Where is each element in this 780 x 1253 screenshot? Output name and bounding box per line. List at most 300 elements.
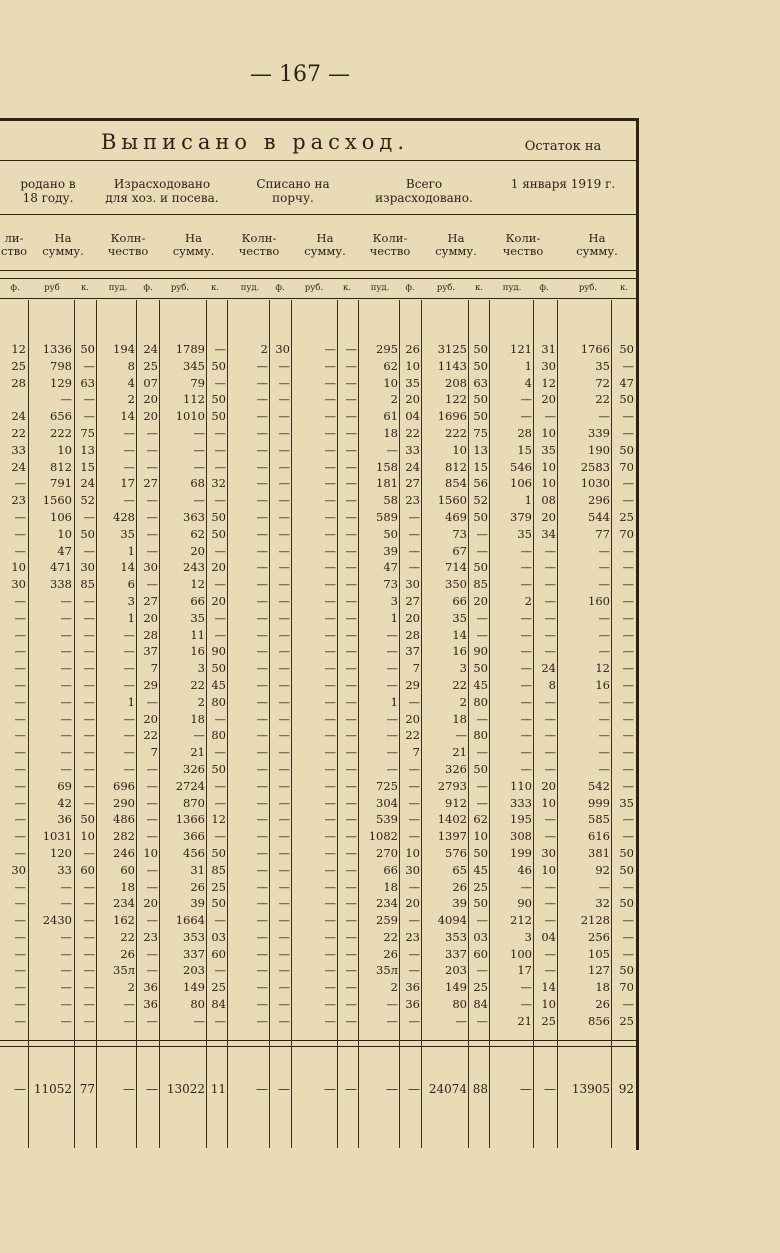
rule-under-units: [0, 298, 636, 299]
table-cell: 243: [183, 560, 205, 575]
table-cell: 45: [473, 677, 488, 692]
table-cell: 50: [80, 342, 95, 356]
table-cell: —: [83, 677, 95, 692]
table-cell: —: [622, 644, 634, 659]
table-cell: 14: [452, 627, 467, 642]
table-cell: —: [14, 812, 26, 827]
table-cell: 194: [113, 342, 135, 356]
table-cell: —: [520, 711, 532, 726]
table-cell: —: [324, 778, 336, 793]
table-cell: 158: [376, 459, 398, 474]
sum-head-remain: На сумму.: [576, 231, 618, 259]
table-cell: —: [544, 409, 556, 424]
table-cell: —: [256, 493, 268, 508]
table-cell: —: [60, 627, 72, 642]
table-cell: —: [214, 442, 226, 457]
table-cell: 16: [595, 677, 610, 692]
table-cell: —: [544, 761, 556, 776]
table-cell: —: [278, 375, 290, 390]
table-cell: 270: [376, 845, 398, 860]
table-cell: 1082: [368, 829, 398, 844]
table-cell: —: [146, 1013, 158, 1028]
table-cell: 10: [57, 526, 72, 541]
table-row: [0, 544, 636, 561]
table-cell: 67: [452, 543, 467, 558]
table-cell: —: [256, 829, 268, 844]
table-cell: —: [278, 711, 290, 726]
table-cell: —: [324, 913, 336, 928]
table-cell: —: [520, 745, 532, 760]
table-cell: 35: [517, 526, 532, 541]
table-row: [0, 678, 636, 695]
table-cell: 30: [143, 560, 158, 575]
table-cell: —: [14, 728, 26, 743]
table-cell: —: [278, 493, 290, 508]
table-row: [0, 846, 636, 863]
table-cell: 1336: [42, 342, 72, 356]
table-cell: 15: [517, 442, 532, 457]
qty-head-total: Коли- чество: [369, 231, 411, 259]
table-cell: 66: [190, 593, 205, 608]
table-cell: —: [83, 728, 95, 743]
table-cell: 50: [473, 342, 488, 356]
table-cell: 856: [588, 1013, 610, 1028]
table-row: [0, 476, 636, 493]
table-cell: 50: [473, 560, 488, 575]
table-cell: —: [256, 459, 268, 474]
table-cell: 84: [473, 997, 488, 1012]
table-cell: 246: [113, 845, 135, 860]
table-cell: —: [345, 929, 357, 944]
table-row: [0, 913, 636, 930]
total-cell: —: [256, 1082, 268, 1096]
table-cell: —: [345, 728, 357, 743]
table-cell: —: [598, 711, 610, 726]
table-cell: 7: [150, 745, 158, 760]
table-cell: 616: [588, 829, 610, 844]
table-cell: —: [278, 845, 290, 860]
table-cell: —: [324, 593, 336, 608]
table-cell: —: [622, 711, 634, 726]
table-cell: —: [83, 795, 95, 810]
table-cell: —: [324, 929, 336, 944]
table-cell: 52: [473, 493, 488, 508]
table-cell: —: [520, 409, 532, 424]
table-cell: —: [146, 761, 158, 776]
sum-head-spoiled: На сумму.: [304, 231, 346, 259]
table-cell: 20: [143, 610, 158, 625]
table-cell: —: [278, 929, 290, 944]
table-cell: 339: [588, 425, 610, 440]
table-cell: 112: [183, 392, 205, 407]
table-cell: —: [14, 929, 26, 944]
table-cell: 10: [541, 459, 556, 474]
total-cell: —: [408, 1082, 420, 1096]
table-cell: 1: [127, 610, 135, 625]
table-cell: 24: [80, 476, 95, 491]
table-cell: 68: [190, 476, 205, 491]
table-cell: 24: [541, 661, 556, 676]
table-cell: 2128: [580, 913, 610, 928]
table-cell: —: [256, 677, 268, 692]
totals-row: [0, 1082, 636, 1100]
table-cell: —: [83, 711, 95, 726]
table-cell: —: [324, 694, 336, 709]
table-cell: 03: [211, 929, 226, 944]
table-cell: —: [123, 442, 135, 457]
table-cell: —: [345, 560, 357, 575]
table-cell: —: [256, 845, 268, 860]
table-cell: —: [324, 375, 336, 390]
table-cell: —: [146, 577, 158, 592]
table-cell: 39: [190, 896, 205, 911]
table-cell: —: [386, 661, 398, 676]
table-cell: —: [345, 896, 357, 911]
table-cell: —: [476, 913, 488, 928]
table-cell: —: [83, 409, 95, 424]
section-used-line2: для хоз. и посева.: [105, 190, 219, 205]
table-cell: —: [520, 560, 532, 575]
table-cell: —: [345, 358, 357, 373]
table-cell: 121: [510, 342, 532, 356]
table-cell: 12: [190, 577, 205, 592]
table-cell: 20: [541, 509, 556, 524]
units-row: ф. руб к. пуд. ф. руб. к. пуд. ф. руб. к. пуд. ф. руб. к. пуд. ф. руб. к.: [10, 283, 628, 293]
table-cell: —: [345, 593, 357, 608]
section-used: [97, 178, 227, 206]
table-cell: 80: [190, 997, 205, 1012]
table-cell: 35: [405, 375, 420, 390]
table-cell: —: [83, 946, 95, 961]
table-cell: 73: [383, 577, 398, 592]
table-cell: —: [214, 627, 226, 642]
table-cell: —: [14, 661, 26, 676]
table-cell: —: [386, 442, 398, 457]
table-cell: —: [123, 627, 135, 642]
table-cell: 295: [376, 342, 398, 356]
table-cell: —: [345, 745, 357, 760]
table-cell: —: [345, 913, 357, 928]
table-cell: 195: [510, 812, 532, 827]
table-cell: 2: [390, 980, 398, 995]
table-cell: 585: [588, 812, 610, 827]
table-cell: —: [256, 476, 268, 491]
table-cell: 23: [143, 929, 158, 944]
ledger-body: [0, 342, 636, 1031]
table-cell: 1766: [580, 342, 610, 356]
table-cell: —: [544, 829, 556, 844]
table-cell: —: [214, 829, 226, 844]
table-cell: 23: [405, 493, 420, 508]
table-cell: 26: [383, 946, 398, 961]
table-cell: —: [60, 728, 72, 743]
table-cell: 35: [541, 442, 556, 457]
section-total: [359, 178, 489, 206]
table-cell: 25: [211, 879, 226, 894]
table-cell: —: [60, 896, 72, 911]
table-cell: 28: [405, 627, 420, 642]
table-cell: —: [123, 728, 135, 743]
table-cell: —: [622, 661, 634, 676]
table-cell: —: [345, 829, 357, 844]
table-row: [0, 527, 636, 544]
table-cell: 42: [57, 795, 72, 810]
table-cell: 58: [383, 493, 398, 508]
table-cell: 90: [211, 644, 226, 659]
table-cell: —: [324, 476, 336, 491]
table-cell: —: [520, 980, 532, 995]
table-cell: 22: [143, 728, 158, 743]
table-cell: —: [598, 409, 610, 424]
table-cell: 52: [80, 493, 95, 508]
rule-double: [0, 278, 636, 279]
total-cell: 92: [618, 1082, 634, 1096]
table-cell: 428: [113, 509, 135, 524]
table-cell: —: [345, 442, 357, 457]
table-cell: —: [60, 1013, 72, 1028]
table-cell: 30: [11, 577, 26, 592]
table-cell: 50: [619, 963, 634, 978]
table-cell: —: [14, 946, 26, 961]
table-cell: —: [476, 745, 488, 760]
table-cell: —: [83, 543, 95, 558]
table-cell: 25: [619, 1013, 634, 1028]
table-cell: —: [476, 711, 488, 726]
table-cell: —: [14, 745, 26, 760]
table-row: [0, 963, 636, 980]
table-cell: —: [622, 409, 634, 424]
table-cell: 3: [197, 661, 205, 676]
table-cell: 10: [143, 845, 158, 860]
table-row: [0, 997, 636, 1014]
table-cell: 27: [143, 593, 158, 608]
table-cell: —: [386, 728, 398, 743]
table-row: [0, 443, 636, 460]
table-cell: 122: [445, 392, 467, 407]
table-cell: —: [324, 342, 336, 356]
table-row: [0, 779, 636, 796]
table-cell: 337: [183, 946, 205, 961]
total-cell: —: [123, 1082, 135, 1096]
table-cell: —: [214, 778, 226, 793]
table-cell: —: [324, 392, 336, 407]
table-cell: 812: [445, 459, 467, 474]
table-cell: —: [256, 610, 268, 625]
table-cell: 16: [452, 644, 467, 659]
table-cell: —: [520, 392, 532, 407]
table-cell: 35л: [376, 963, 398, 978]
table-cell: —: [544, 543, 556, 558]
table-cell: 18: [452, 711, 467, 726]
table-cell: —: [386, 644, 398, 659]
table-cell: —: [386, 997, 398, 1012]
table-cell: 2: [524, 593, 532, 608]
table-cell: —: [345, 342, 357, 356]
table-cell: —: [324, 812, 336, 827]
table-cell: 31: [190, 862, 205, 877]
table-cell: 21: [517, 1013, 532, 1028]
table-cell: —: [14, 845, 26, 860]
table-cell: 70: [619, 459, 634, 474]
table-cell: —: [83, 980, 95, 995]
table-cell: 4: [127, 375, 135, 390]
table-cell: 50: [619, 342, 634, 356]
table-cell: —: [520, 644, 532, 659]
table-cell: 379: [510, 509, 532, 524]
table-cell: —: [345, 543, 357, 558]
table-cell: —: [622, 694, 634, 709]
table-cell: —: [345, 980, 357, 995]
table-cell: —: [544, 728, 556, 743]
table-cell: —: [345, 812, 357, 827]
table-cell: 350: [445, 577, 467, 592]
table-cell: 80: [473, 694, 488, 709]
table-cell: 725: [376, 778, 398, 793]
table-cell: —: [256, 745, 268, 760]
table-cell: —: [345, 526, 357, 541]
table-cell: 18: [383, 879, 398, 894]
table-row: [0, 611, 636, 628]
table-cell: —: [14, 879, 26, 894]
sum-head-total: На сумму.: [435, 231, 477, 259]
table-cell: 50: [619, 862, 634, 877]
table-cell: —: [83, 358, 95, 373]
table-cell: —: [345, 610, 357, 625]
table-cell: 234: [376, 896, 398, 911]
table-cell: 10: [541, 425, 556, 440]
table-cell: —: [476, 1013, 488, 1028]
table-cell: —: [278, 896, 290, 911]
table-cell: 17: [120, 476, 135, 491]
table-cell: 2793: [437, 778, 467, 793]
table-cell: 84: [211, 997, 226, 1012]
table-cell: 13: [473, 442, 488, 457]
table-cell: —: [60, 711, 72, 726]
table-cell: —: [345, 661, 357, 676]
table-cell: 62: [190, 526, 205, 541]
table-cell: —: [146, 526, 158, 541]
table-cell: 80: [452, 997, 467, 1012]
table-cell: 04: [541, 929, 556, 944]
table-cell: —: [256, 795, 268, 810]
table-cell: —: [345, 392, 357, 407]
table-cell: 36: [143, 997, 158, 1012]
table-cell: —: [256, 980, 268, 995]
table-cell: —: [544, 745, 556, 760]
remainder-heading: Остаток на: [524, 139, 602, 154]
table-cell: —: [345, 711, 357, 726]
table-cell: —: [278, 694, 290, 709]
table-cell: —: [214, 795, 226, 810]
table-cell: 1: [390, 610, 398, 625]
table-cell: 576: [445, 845, 467, 860]
table-cell: —: [83, 392, 95, 407]
table-cell: 35: [595, 358, 610, 373]
table-cell: 25: [143, 358, 158, 373]
table-cell: —: [146, 963, 158, 978]
table-cell: 39: [383, 543, 398, 558]
table-cell: —: [622, 946, 634, 961]
table-cell: 47: [383, 560, 398, 575]
table-cell: —: [278, 829, 290, 844]
table-cell: 1: [524, 493, 532, 508]
table-row: [0, 594, 636, 611]
table-cell: 08: [541, 493, 556, 508]
table-cell: —: [598, 728, 610, 743]
table-cell: —: [60, 963, 72, 978]
table-cell: —: [345, 409, 357, 424]
table-cell: 69: [57, 778, 72, 793]
table-cell: —: [214, 1013, 226, 1028]
table-cell: 50: [211, 845, 226, 860]
table-cell: —: [256, 929, 268, 944]
table-cell: —: [83, 845, 95, 860]
table-cell: —: [544, 593, 556, 608]
total-cell: —: [146, 1082, 158, 1096]
table-cell: —: [408, 509, 420, 524]
table-title: Выписано в расход.: [100, 130, 410, 154]
table-cell: —: [386, 627, 398, 642]
table-cell: 106: [50, 509, 72, 524]
table-cell: —: [544, 879, 556, 894]
table-cell: —: [622, 425, 634, 440]
table-cell: —: [476, 795, 488, 810]
table-cell: 11: [190, 627, 205, 642]
table-cell: —: [622, 627, 634, 642]
table-cell: —: [278, 409, 290, 424]
table-cell: —: [60, 946, 72, 961]
table-cell: 338: [50, 577, 72, 592]
table-cell: —: [214, 577, 226, 592]
table-cell: —: [324, 896, 336, 911]
table-cell: —: [278, 862, 290, 877]
table-cell: —: [256, 358, 268, 373]
table-cell: —: [60, 761, 72, 776]
table-cell: 162: [113, 913, 135, 928]
table-cell: —: [256, 896, 268, 911]
table-cell: —: [14, 627, 26, 642]
table-cell: 28: [517, 425, 532, 440]
table-cell: —: [544, 627, 556, 642]
table-cell: 345: [183, 358, 205, 373]
table-cell: 50: [383, 526, 398, 541]
table-cell: —: [278, 761, 290, 776]
table-cell: —: [278, 913, 290, 928]
table-cell: —: [408, 795, 420, 810]
table-cell: —: [278, 560, 290, 575]
total-cell: 13905: [571, 1082, 610, 1096]
table-cell: 50: [619, 392, 634, 407]
table-cell: 20: [143, 392, 158, 407]
table-cell: 20: [473, 593, 488, 608]
section-spoiled-line2: порчу.: [272, 190, 314, 205]
table-cell: 2: [127, 392, 135, 407]
table-cell: 333: [510, 795, 532, 810]
table-cell: 23: [11, 493, 26, 508]
table-cell: —: [544, 644, 556, 659]
table-cell: —: [60, 879, 72, 894]
table-cell: —: [83, 694, 95, 709]
table-cell: —: [520, 761, 532, 776]
table-cell: 1031: [42, 829, 72, 844]
table-cell: 20: [190, 543, 205, 558]
table-cell: 542: [588, 778, 610, 793]
table-cell: 1: [127, 694, 135, 709]
table-row: [0, 493, 636, 510]
table-cell: —: [60, 392, 72, 407]
table-cell: 3: [459, 661, 467, 676]
table-cell: 35: [120, 526, 135, 541]
